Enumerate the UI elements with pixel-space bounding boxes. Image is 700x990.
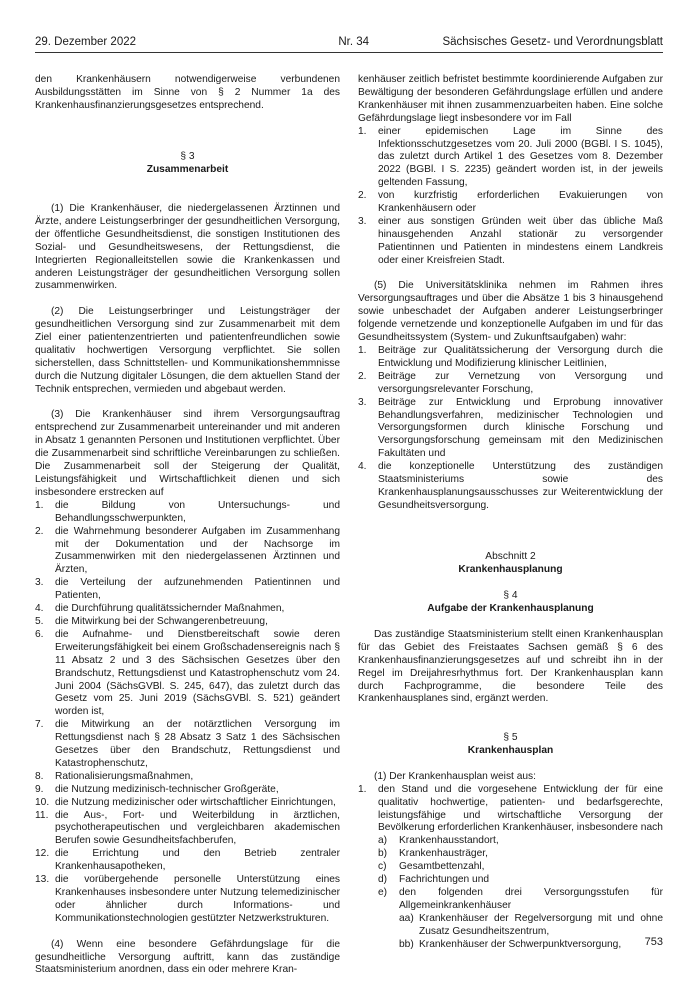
list-item: 2. die Wahrnehmung besonderer Aufgaben im Zusammenhang mit der Dokumentation und der Nachsorge im Zusammenwirken mit den niedergelassenen Ärztinnen und Ärzten, bbox=[35, 525, 340, 576]
list-item: 2. von kurzfristig erforderlichen Evakuierungen von Krankenhäusern oder bbox=[358, 190, 663, 215]
list-item: 11. die Aus-, Fort- und Weiterbildung in ärztlichen, psychotherapeutischen und vergleichbaren akademischen Berufen sowie Gesundheitsfachberufen, bbox=[35, 809, 340, 847]
list-item: 10. die Nutzung medizinischer oder wirtschaftlicher Einrichtungen, bbox=[35, 796, 336, 808]
section-3-paragraph-4: (4) Wenn eine besondere Gefährdungslage für die gesundheitliche Versorgung auftritt, kann das zuständige Staatsministerium anordnen, dass ein oder mehrere Kran- bbox=[35, 938, 340, 976]
list-item: 1. den Stand und die vorgesehene Entwicklung der für eine qualitativ hochwertige, patienten- und bedarfsgerechte, leistungsfähige und wirtschaftliche Versorgung der Bevölkerung erforderlichen Krankenhäuser, insbesondere nach bbox=[358, 783, 663, 834]
list-item: 8. Rationalisierungsmaßnahmen, bbox=[35, 770, 194, 782]
list-item: 13. die vorübergehende personelle Unterstützung eines Krankenhauses insbesondere unter Nutzung telemedizinischer oder ähnlicher durch Informations- und Kommunikationstechnologien gestützter Netzwerkstrukturen. bbox=[35, 874, 340, 924]
section-3-title: Zusammenarbeit bbox=[146, 164, 229, 176]
list-item: 4. die Durchführung qualitätssichernder Maßnahmen, bbox=[35, 603, 285, 615]
paragraph-4-continuation: kenhäuser zeitlich befristet bestimmte koordinierende Aufgaben zur Bewältigung der besonderen Gefährdungslage erfüllen und andere Krankenhäuser mit ihnen zusammenzuarbeiten haben. Eine solche Gefährdungslage liegt insbesondere vor im Fall bbox=[358, 74, 663, 124]
section-3-paragraph-3: (3) Die Krankenhäuser sind ihrem Versorgungsauftrag entsprechend zur Zusammenarbeit untereinander und mit anderen in Absatz 1 genannten Personen und Institutionen verpflichtet. Über die Zusammenarbeit sind schriftliche Vereinbarungen zu schließen. Die Zusammenarbeit soll der Steigerung der Qualität, Leistungsfähigkeit und Wirtschaftlichkeit dienen und sich insbesondere erstrecken auf bbox=[35, 409, 340, 498]
abschnitt-label: Abschnitt 2 bbox=[485, 551, 536, 563]
intro-paragraph: den Krankenhäusern notwendigerweise verbundenen Ausbildungsstätten im Sinne von § 2 Nummer 1a des Krankenhausfinanzierungsgesetzes entsprechend. bbox=[35, 74, 340, 111]
sub-sub-list-item: bb) Krankenhäuser der Schwerpunktversorgung, bbox=[399, 938, 622, 950]
emergency-cases-list bbox=[358, 126, 663, 268]
section-3-paragraph-5: (5) Die Universitätsklinika nehmen im Rahmen ihres Versorgungsauftrages und über die Absätze 1 bis 3 hinausgehend sowie unbeschadet der Aufgaben anderer Leistungserbringer folgende vernetzende und konzeptionelle Aufgaben im und für das Gesundheitssystem (System- und Zukunftsaufgaben) wahr: bbox=[358, 280, 663, 344]
header-date: 29. Dezember 2022 bbox=[35, 36, 137, 48]
section-4-text: Das zuständige Staatsministerium stellt einen Krankenhausplan für das Gebiet des Freistaates Sachsen gemäß § 6 des Krankenhausfinanzierungsgesetzes auf und schreibt ihn in der Regel im Dreijahresrhythmus fort. Der Krankenhausplan kann durch Fachprogramme, die besondere Teile des Krankenhausplanes sind, ergänzt werden. bbox=[358, 628, 663, 705]
header-publication: Sächsisches Gesetz- und Verordnungsblatt bbox=[442, 36, 663, 48]
header-issue: Nr. 34 bbox=[338, 36, 370, 48]
sub-list-item: c) Gesamtbettenzahl, bbox=[378, 861, 485, 873]
list-item: 12. die Errichtung und den Betrieb zentraler Krankenhausapotheken, bbox=[35, 848, 340, 873]
list-item: 1. einer epidemischen Lage im Sinne des Infektionsschutzgesetzes vom 20. Juli 2000 (BGBl. I S. 1045), das zuletzt durch Artikel 1 des Gesetzes vom 8. Dezember 2022 (BGBl. I S. 2235) geändert worden ist, in der jeweils geltenden Fassung, bbox=[358, 125, 663, 189]
header-rule bbox=[35, 52, 663, 53]
section-3-list bbox=[35, 500, 340, 926]
list-item: 3. die Verteilung der aufzunehmenden Patientinnen und Patienten, bbox=[35, 577, 340, 602]
section-4-title: Aufgabe der Krankenhausplanung bbox=[427, 603, 594, 615]
sub-list-item: b) Krankenhausträger, bbox=[378, 848, 488, 860]
list-item: 2. Beiträge zur Vernetzung von Versorgung und versorgungsrelevanter Forschung, bbox=[358, 370, 663, 395]
abschnitt-title: Krankenhausplanung bbox=[458, 564, 563, 576]
page-number: 753 bbox=[644, 936, 663, 948]
plan-criteria-list bbox=[358, 835, 663, 951]
list-item: 3. Beiträge zur Entwicklung und Erprobung innovativer Behandlungsverfahren, medizinischer Technologien und Versorgungsformen durch klinische Forschung und Versorgungsforschung gemeinsam mit den Medizinischen Fakultäten und bbox=[358, 396, 663, 460]
list-item: 1. Beiträge zur Qualitätssicherung der Versorgung durch die Entwicklung und Modifizierung klinischer Leitlinien, bbox=[358, 345, 663, 369]
section-4-number: § 4 bbox=[503, 590, 518, 602]
university-tasks-list bbox=[358, 345, 663, 513]
section-5-number: § 5 bbox=[503, 732, 518, 744]
list-item: 5. die Mitwirkung bei der Schwangerenbetreuung, bbox=[35, 615, 268, 627]
section-5-paragraph-1: (1) Der Krankenhausplan weist aus: bbox=[374, 770, 536, 782]
sub-list-item: d) Fachrichtungen und bbox=[378, 874, 490, 886]
list-item: 3. einer aus sonstigen Gründen weit über das übliche Maß hinausgehenden Anzahl stationär zu versorgender Patientinnen und Patienten in mindestens einem Landkreis oder einer Kreisfreien Stadt. bbox=[358, 215, 663, 266]
sub-list-item: e) den folgenden drei Versorgungsstufen für Allgemeinkrankenhäuser bbox=[378, 886, 663, 911]
sub-sub-list-item: aa) Krankenhäuser der Regelversorgung mit und ohne Zusatz Gesundheitszentrum, bbox=[399, 912, 663, 937]
page-header bbox=[35, 36, 663, 48]
list-item: 7. die Mitwirkung an der notärztlichen Versorgung im Rettungsdienst nach § 28 Absatz 3 Satz 1 des Sächsischen Gesetzes über den Brandschutz, Rettungsdienst und Katastrophenschutz, bbox=[35, 719, 340, 769]
sub-list-item: a) Krankenhausstandort, bbox=[378, 835, 499, 847]
list-item: 6. die Aufnahme- und Dienstbereitschaft sowie deren Erweiterungsfähigkeit bei einem Großschadensereignis nach § 11 Absatz 2 und 3 des Sächsischen Gesetzes über den Brandschutz, Rettungsdienst und Katastrophenschutz vom 24. Juni 2004 (SächsGVBl. S. 245, 647), das zuletzt durch das Gesetz vom 25. Juni 2019 (SächsGVBl. S. 521) geändert worden ist, bbox=[35, 628, 340, 718]
list-item: 9. die Nutzung medizinisch-technischer Großgeräte, bbox=[35, 783, 279, 795]
section-5-title: Krankenhausplan bbox=[467, 745, 554, 757]
section-3-paragraph-2: (2) Die Leistungserbringer und Leistungsträger der gesundheitlichen Versorgung sind zur Zusammenarbeit mit dem Ziel einer patientenzentrierten und patientenfreundlichen sowie qualitativ hochwertigen Versorgung verpflichtet. Sie sollen sicherstellen, dass Schnittstellen- und Kommunikationshemmnisse durch die Nutzung digitaler Lösungen, die dem aktuellen Stand der Technik entsprechen, vermieden und abgebaut werden. bbox=[35, 306, 340, 395]
list-item: 4. die konzeptionelle Unterstützung des zuständigen Staatsministeriums sowie des Krankenhausplanungsausschusses zur Weiterentwicklung der Gesundheitsversorgung. bbox=[358, 461, 663, 511]
list-item: 1. die Bildung von Untersuchungs- und Behandlungsschwerpunkten, bbox=[35, 499, 340, 524]
section-3-paragraph-1: (1) Die Krankenhäuser, die niedergelassenen Ärztinnen und Ärzte, andere Leistungserbringer der gesundheitlichen Versorgung, der öffentliche Gesundheitsdienst, die sonstigen Institutionen des Sozial- und Gesundheitswesens, der Rettungsdienst, die Integrierten Regionalleitstellen sowie die Krankenkassen und anderen Leistungsträger der gesundheitlichen Versorgung sollen zusammenwirken. bbox=[35, 203, 340, 292]
section-3-number: § 3 bbox=[180, 151, 195, 163]
left-column bbox=[35, 74, 340, 977]
right-column bbox=[358, 74, 663, 952]
